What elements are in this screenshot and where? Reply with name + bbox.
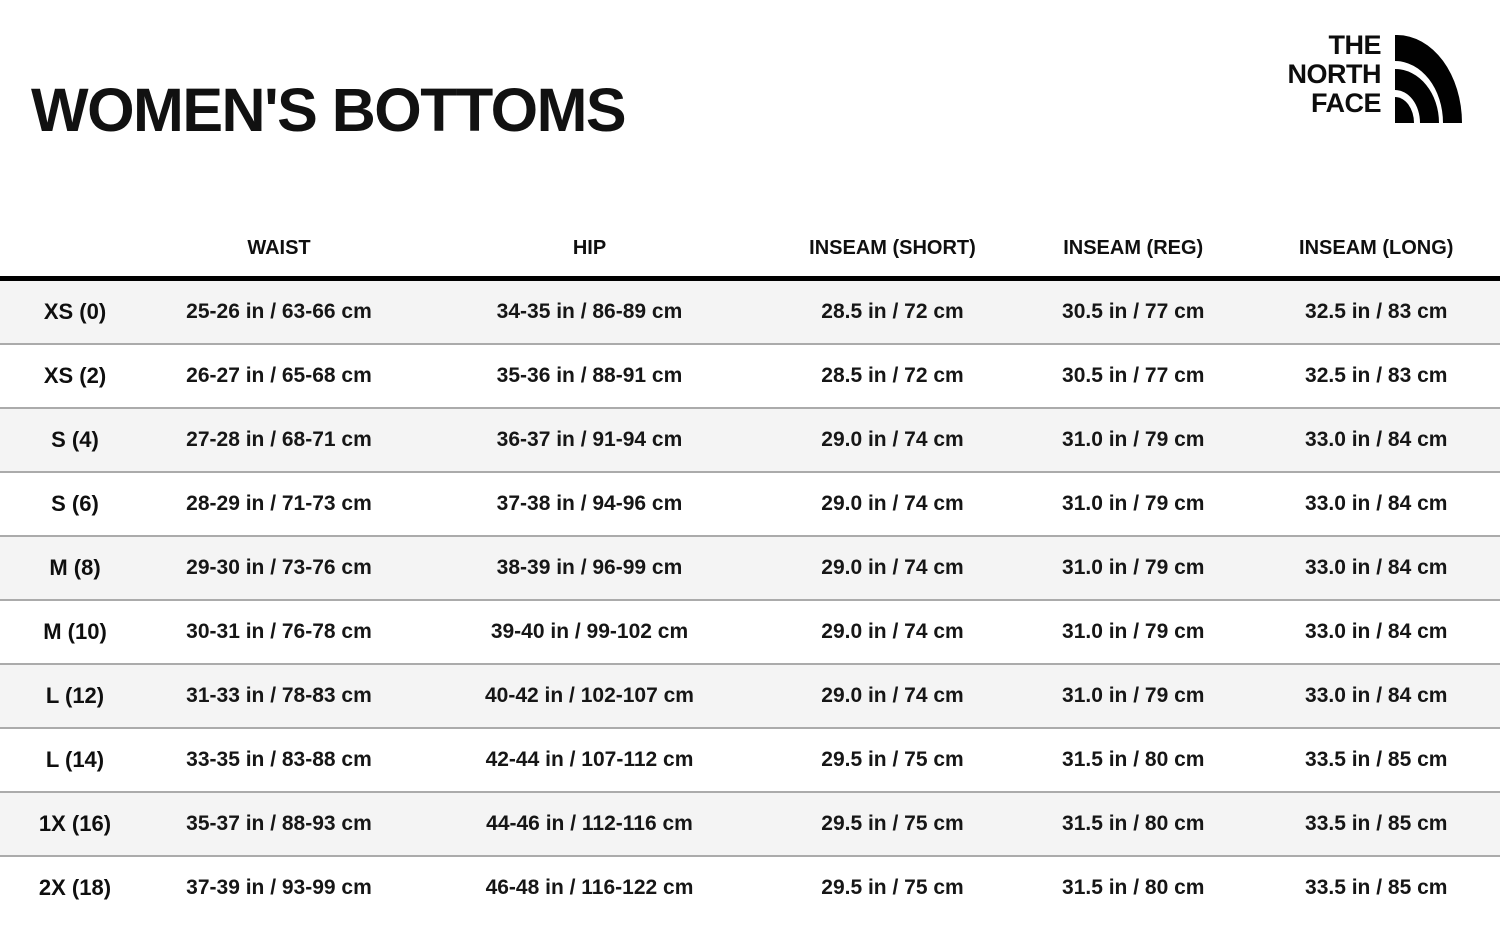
waist-cell: 30-31 in / 76-78 cm — [186, 620, 372, 643]
waist-cell: 35-37 in / 88-93 cm — [186, 812, 372, 835]
table-row — [0, 600, 1500, 664]
size-cell: 1X (16) — [38, 811, 112, 836]
page-title: WOMEN'S BOTTOMS — [31, 76, 626, 144]
table-row — [0, 792, 1500, 856]
waist-cell: 31-33 in / 78-83 cm — [186, 684, 372, 707]
inseam-reg-cell: 30.5 in / 77 cm — [1062, 300, 1205, 323]
inseam-long-cell: 33.5 in / 85 cm — [1305, 748, 1448, 771]
column-header-size — [0, 190, 150, 279]
inseam-short-cell: 28.5 in / 72 cm — [821, 300, 964, 323]
hip-cell: 39-40 in / 99-102 cm — [490, 620, 689, 643]
inseam-reg-cell: 31.0 in / 79 cm — [1062, 428, 1205, 451]
inseam-long-cell: 33.5 in / 85 cm — [1305, 812, 1448, 835]
column-header-hip: HIP — [408, 190, 771, 279]
north-face-wordmark — [1288, 31, 1382, 118]
hip-cell: 42-44 in / 107-112 cm — [485, 748, 694, 771]
table-row — [0, 664, 1500, 728]
size-cell: S (6) — [51, 491, 99, 516]
table-row — [0, 536, 1500, 600]
inseam-long-cell: 33.0 in / 84 cm — [1305, 620, 1448, 643]
wordmark-line-north: NORTH — [1287, 59, 1381, 89]
inseam-short-cell: 29.0 in / 74 cm — [821, 620, 964, 643]
hip-cell: 46-48 in / 116-122 cm — [485, 876, 694, 899]
waist-cell: 33-35 in / 83-88 cm — [186, 748, 372, 771]
table-row — [0, 856, 1500, 919]
header-row — [0, 190, 1500, 279]
inseam-long-cell: 33.5 in / 85 cm — [1305, 876, 1448, 899]
size-cell: M (10) — [43, 619, 107, 644]
size-cell: M (8) — [49, 555, 101, 580]
wordmark-line-the: THE — [1328, 30, 1381, 60]
inseam-long-cell: 33.0 in / 84 cm — [1305, 556, 1448, 579]
waist-cell: 26-27 in / 65-68 cm — [186, 364, 372, 387]
hip-cell: 38-39 in / 96-99 cm — [496, 556, 683, 579]
hip-cell: 34-35 in / 86-89 cm — [496, 300, 683, 323]
wordmark-line-face: FACE — [1310, 88, 1381, 118]
hip-cell: 44-46 in / 112-116 cm — [486, 812, 693, 835]
table-row — [0, 279, 1500, 345]
inseam-long-cell: 33.0 in / 84 cm — [1305, 428, 1448, 451]
inseam-short-cell: 29.5 in / 75 cm — [821, 812, 964, 835]
inseam-reg-cell: 31.0 in / 79 cm — [1062, 620, 1205, 643]
inseam-long-cell: 33.0 in / 84 cm — [1305, 684, 1448, 707]
inseam-reg-cell: 31.0 in / 79 cm — [1062, 684, 1205, 707]
table-row — [0, 408, 1500, 472]
half-dome-icon — [1395, 35, 1462, 123]
size-cell: S (4) — [51, 427, 99, 452]
inseam-short-cell: 29.5 in / 75 cm — [821, 876, 964, 899]
waist-cell: 27-28 in / 68-71 cm — [186, 428, 372, 451]
inseam-short-cell: 28.5 in / 72 cm — [821, 364, 964, 387]
inseam-short-cell: 29.0 in / 74 cm — [821, 556, 964, 579]
size-cell: 2X (18) — [38, 875, 112, 900]
table-row — [0, 728, 1500, 792]
inseam-long-cell: 32.5 in / 83 cm — [1305, 300, 1448, 323]
hip-cell: 40-42 in / 102-107 cm — [485, 684, 694, 707]
size-cell: XS (2) — [43, 363, 107, 388]
size-cell: L (12) — [45, 683, 105, 708]
inseam-reg-cell: 31.5 in / 80 cm — [1062, 748, 1205, 771]
column-header-waist: WAIST — [150, 190, 408, 279]
table-row — [0, 472, 1500, 536]
inseam-reg-cell: 31.0 in / 79 cm — [1062, 556, 1205, 579]
brand-logo — [1288, 30, 1463, 123]
inseam-short-cell: 29.0 in / 74 cm — [821, 428, 964, 451]
inseam-reg-cell: 31.0 in / 79 cm — [1062, 492, 1205, 515]
waist-cell: 37-39 in / 93-99 cm — [186, 876, 372, 899]
hip-cell: 37-38 in / 94-96 cm — [496, 492, 683, 515]
waist-cell: 29-30 in / 73-76 cm — [186, 556, 372, 579]
hip-cell: 36-37 in / 91-94 cm — [496, 428, 683, 451]
table-row — [0, 344, 1500, 408]
column-header-inseam-reg: INSEAM (REG) — [1014, 190, 1252, 279]
waist-cell: 28-29 in / 71-73 cm — [186, 492, 372, 515]
inseam-short-cell: 29.5 in / 75 cm — [821, 748, 964, 771]
inseam-reg-cell: 31.5 in / 80 cm — [1062, 876, 1205, 899]
size-cell: L (14) — [45, 747, 105, 772]
inseam-reg-cell: 30.5 in / 77 cm — [1062, 364, 1205, 387]
size-chart-table — [0, 190, 1500, 919]
inseam-short-cell: 29.0 in / 74 cm — [821, 684, 964, 707]
size-cell: XS (0) — [43, 299, 107, 324]
inseam-long-cell: 32.5 in / 83 cm — [1305, 364, 1448, 387]
inseam-reg-cell: 31.5 in / 80 cm — [1062, 812, 1205, 835]
column-header-inseam-short: INSEAM (SHORT) — [771, 190, 1014, 279]
inseam-short-cell: 29.0 in / 74 cm — [821, 492, 964, 515]
inseam-long-cell: 33.0 in / 84 cm — [1305, 492, 1448, 515]
column-header-inseam-long: INSEAM (LONG) — [1252, 190, 1500, 279]
waist-cell: 25-26 in / 63-66 cm — [186, 300, 372, 323]
hip-cell: 35-36 in / 88-91 cm — [496, 364, 683, 387]
